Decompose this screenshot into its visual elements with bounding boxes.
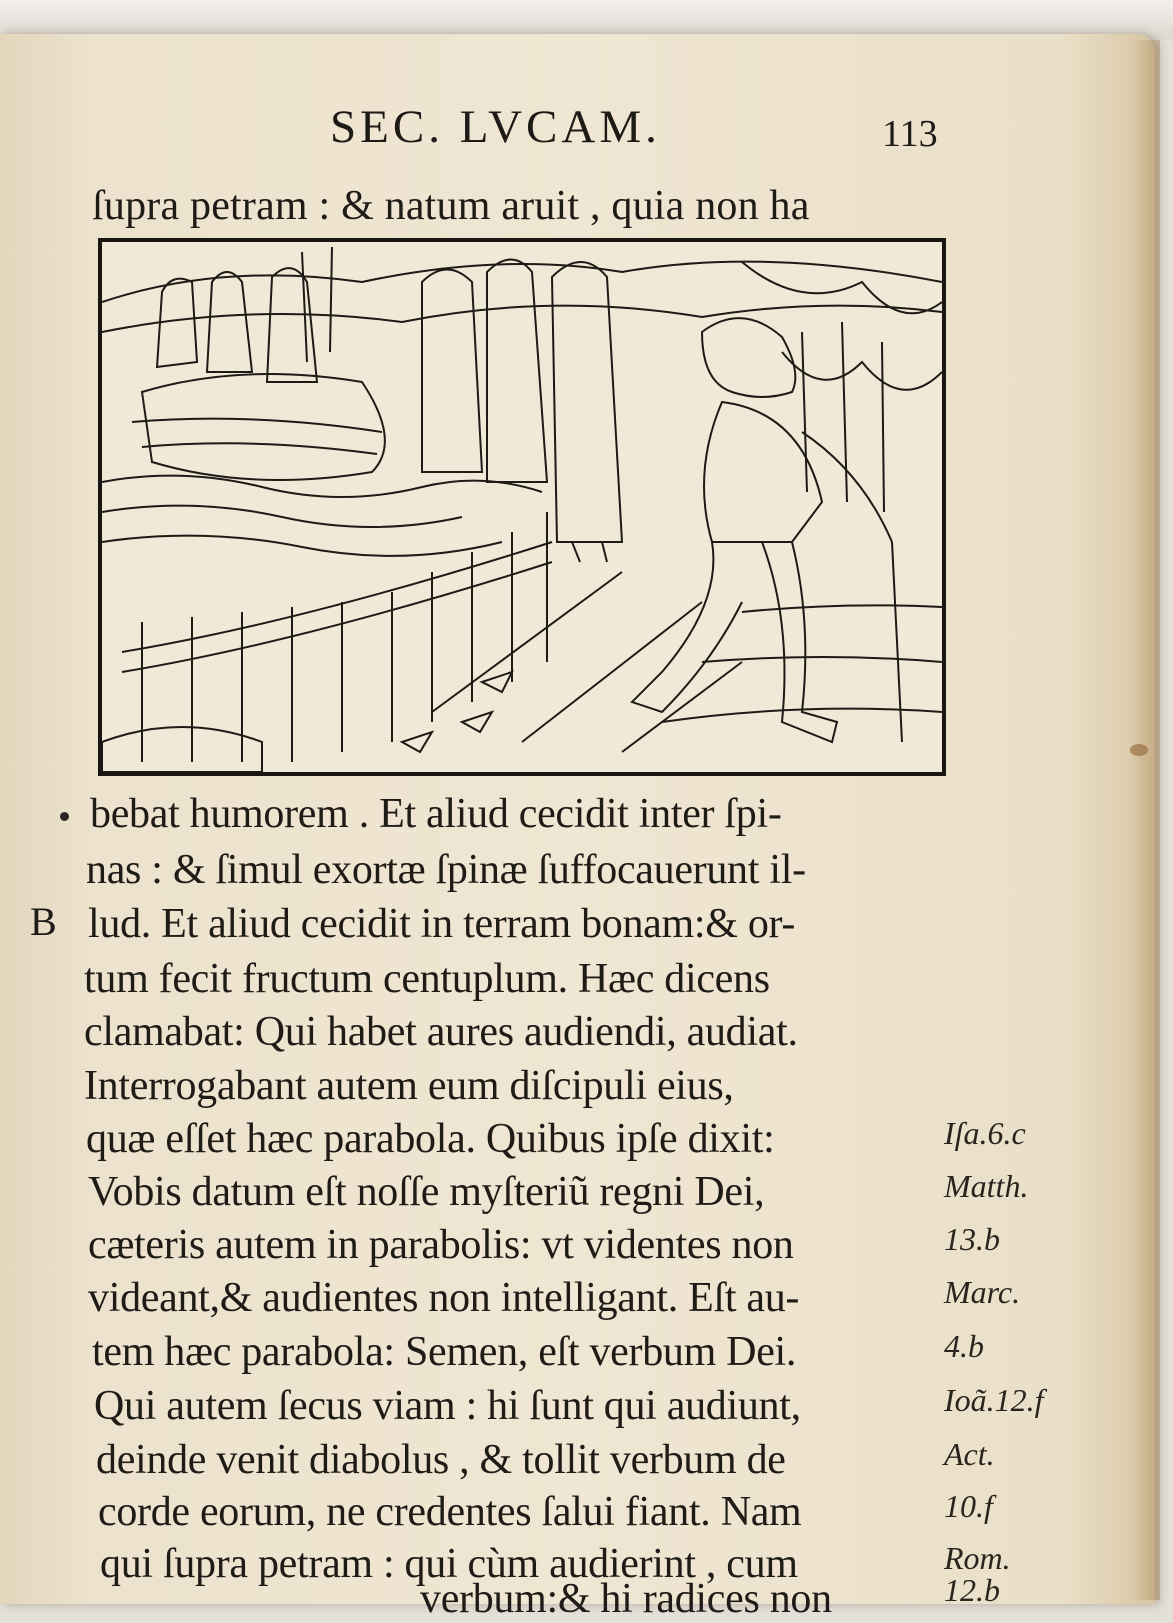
text-line: Vobis datum eſt noſſe myſteriũ regni Dei, <box>88 1169 765 1215</box>
page-edge-shadow <box>1130 40 1160 1600</box>
text-line: videant,& audientes non intelligant. Eſt au- <box>88 1275 800 1321</box>
margin-reference: 4.b <box>944 1328 984 1364</box>
bullet-mark <box>60 812 69 821</box>
margin-reference: Ioã.12.f <box>944 1382 1044 1418</box>
text-line: tum fecit fructum centuplum. Hæc dicens <box>84 956 770 1002</box>
margin-reference: 13.b <box>944 1221 1000 1257</box>
text-line-partial: verbum:& hi radices non <box>420 1576 832 1622</box>
text-line: deinde venit diabolus , & tollit verbum de <box>96 1437 786 1483</box>
text-line: clamabat: Qui habet aures audiendi, audiat. <box>84 1009 798 1055</box>
running-title: SEC. LVCAM. <box>330 101 661 153</box>
woodcut-illustration <box>98 238 946 776</box>
text-line: qui ſupra petram : qui cùm audierint , cum <box>100 1541 798 1587</box>
text-line: tem hæc parabola: Semen, eſt verbum Dei. <box>92 1329 797 1375</box>
margin-reference: 12.b <box>944 1572 1000 1608</box>
section-letter-b: B <box>30 899 57 944</box>
text-line: cæteris autem in parabolis: vt videntes non <box>88 1222 794 1268</box>
margin-reference: 10.f <box>944 1488 993 1524</box>
margin-reference: Rom. <box>944 1540 1011 1576</box>
text-line: Interrogabant autem eum diſcipuli eius, <box>84 1063 734 1109</box>
text-line: corde eorum, ne credentes ſalui fiant. Nam <box>98 1489 802 1535</box>
page-number: 113 <box>882 113 938 155</box>
ink-stain <box>1130 744 1148 756</box>
text-line: nas : & ſimul exortæ ſpinæ ſuffocauerunt il- <box>86 847 806 893</box>
text-line-before-image: ſupra petram : & natum aruit , quia non ha <box>92 183 810 229</box>
text-line: lud. Et aliud cecidit in terram bonam:& or- <box>88 901 796 947</box>
text-line: quæ eſſet hæc parabola. Quibus ipſe dixit: <box>86 1116 775 1162</box>
margin-reference: Iſa.6.c <box>944 1115 1026 1151</box>
margin-reference: Matth. <box>944 1168 1029 1204</box>
text-line: bebat humorem . Et aliud cecidit inter ſpi- <box>90 791 782 837</box>
woodcut-parable-of-the-sower-icon <box>102 242 942 772</box>
margin-reference: Marc. <box>944 1274 1021 1310</box>
text-line: Qui autem ſecus viam : hi ſunt qui audiunt, <box>94 1383 801 1429</box>
margin-reference: Act. <box>944 1436 995 1472</box>
